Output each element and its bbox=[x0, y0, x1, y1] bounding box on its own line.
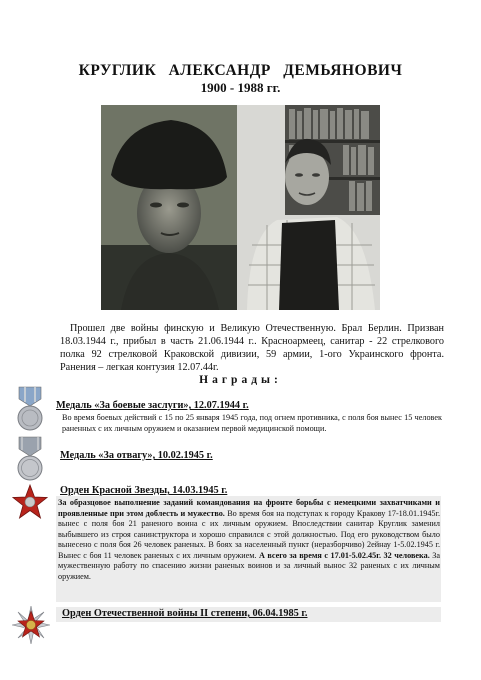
award-3-title: Орден Красной Звезды, 14.03.1945 г. bbox=[60, 485, 228, 496]
award-2-title: Медаль «За отвагу», 10.02.1945 г. bbox=[60, 450, 213, 461]
portrait-photo-bookshelf bbox=[237, 105, 380, 310]
award-3-citation-text: Во время боя на подступах к городу Кракову 17-18.01.1945г. вынес с поля боя 21 раненого воина с их личным оружием. Впоследствии санитар Круглик заменил выбывшего из строя санинструктора и хорошо справился с этой должностью. Под его руководством было вынесено с поля боя 26 человек раненых. В боях за населенный пункт (неразборчиво) 2ейнау 1-5.02.1945 г. Вынес с боя 11 человек раненых с их личным оружием. bbox=[58, 508, 441, 560]
portrait-photo-fur-hat bbox=[101, 105, 237, 310]
award-3-description bbox=[58, 498, 440, 582]
person-name: КРУГЛИК АЛЕКСАНДР ДЕМЬЯНОВИЧ bbox=[78, 62, 403, 79]
award-1-title: Медаль «За боевые заслуги», 12.07.1944 г. bbox=[56, 400, 249, 411]
courage-medal-icon bbox=[15, 436, 45, 482]
life-years: 1900 - 1988 гг. bbox=[200, 80, 281, 95]
award-3-total-bold: А всего за время с 17.01-5.02.45г. 32 человека. bbox=[258, 550, 430, 560]
battle-merit-medal-icon bbox=[15, 386, 45, 432]
award-1-description: Во время боевых действий с 15 по 25 января 1945 года, под огнем противника, с поля боя вынес 15 человек раненных с их личным оружием и оказанием первой медицинской помощи. bbox=[62, 413, 442, 433]
award-4-title: Орден Отечественной войны II степени, 06.04.1985 г. bbox=[62, 608, 308, 619]
patriotic-war-order-icon bbox=[12, 606, 50, 644]
award-3-closing-text: За мужественную работу по спасению жизни раненых воинов и за личный вынос 32 раненых с их личным оружием. bbox=[58, 550, 440, 581]
awards-heading: Награды: bbox=[199, 374, 282, 386]
award-3-citation-bold: За образцовое выполнение заданий командования на фронте борьбы с немецкими захватчиками и проявленные при этом доблесть и мужество. bbox=[58, 498, 440, 518]
red-star-order-icon bbox=[12, 484, 48, 520]
biography-paragraph: Прошел две войны финскую и Великую Отечественную. Брал Берлин. Призван 18.03.1944 г., прибыл в часть 21.06.1944 г.. Красноармеец, санитар - 22 стрелкового полка 92 стрелковой Краковской дивизии, 59 армии, 1-ого Украинского фронта. Ранения – легкая контузия 12.07.44г. bbox=[60, 323, 444, 373]
